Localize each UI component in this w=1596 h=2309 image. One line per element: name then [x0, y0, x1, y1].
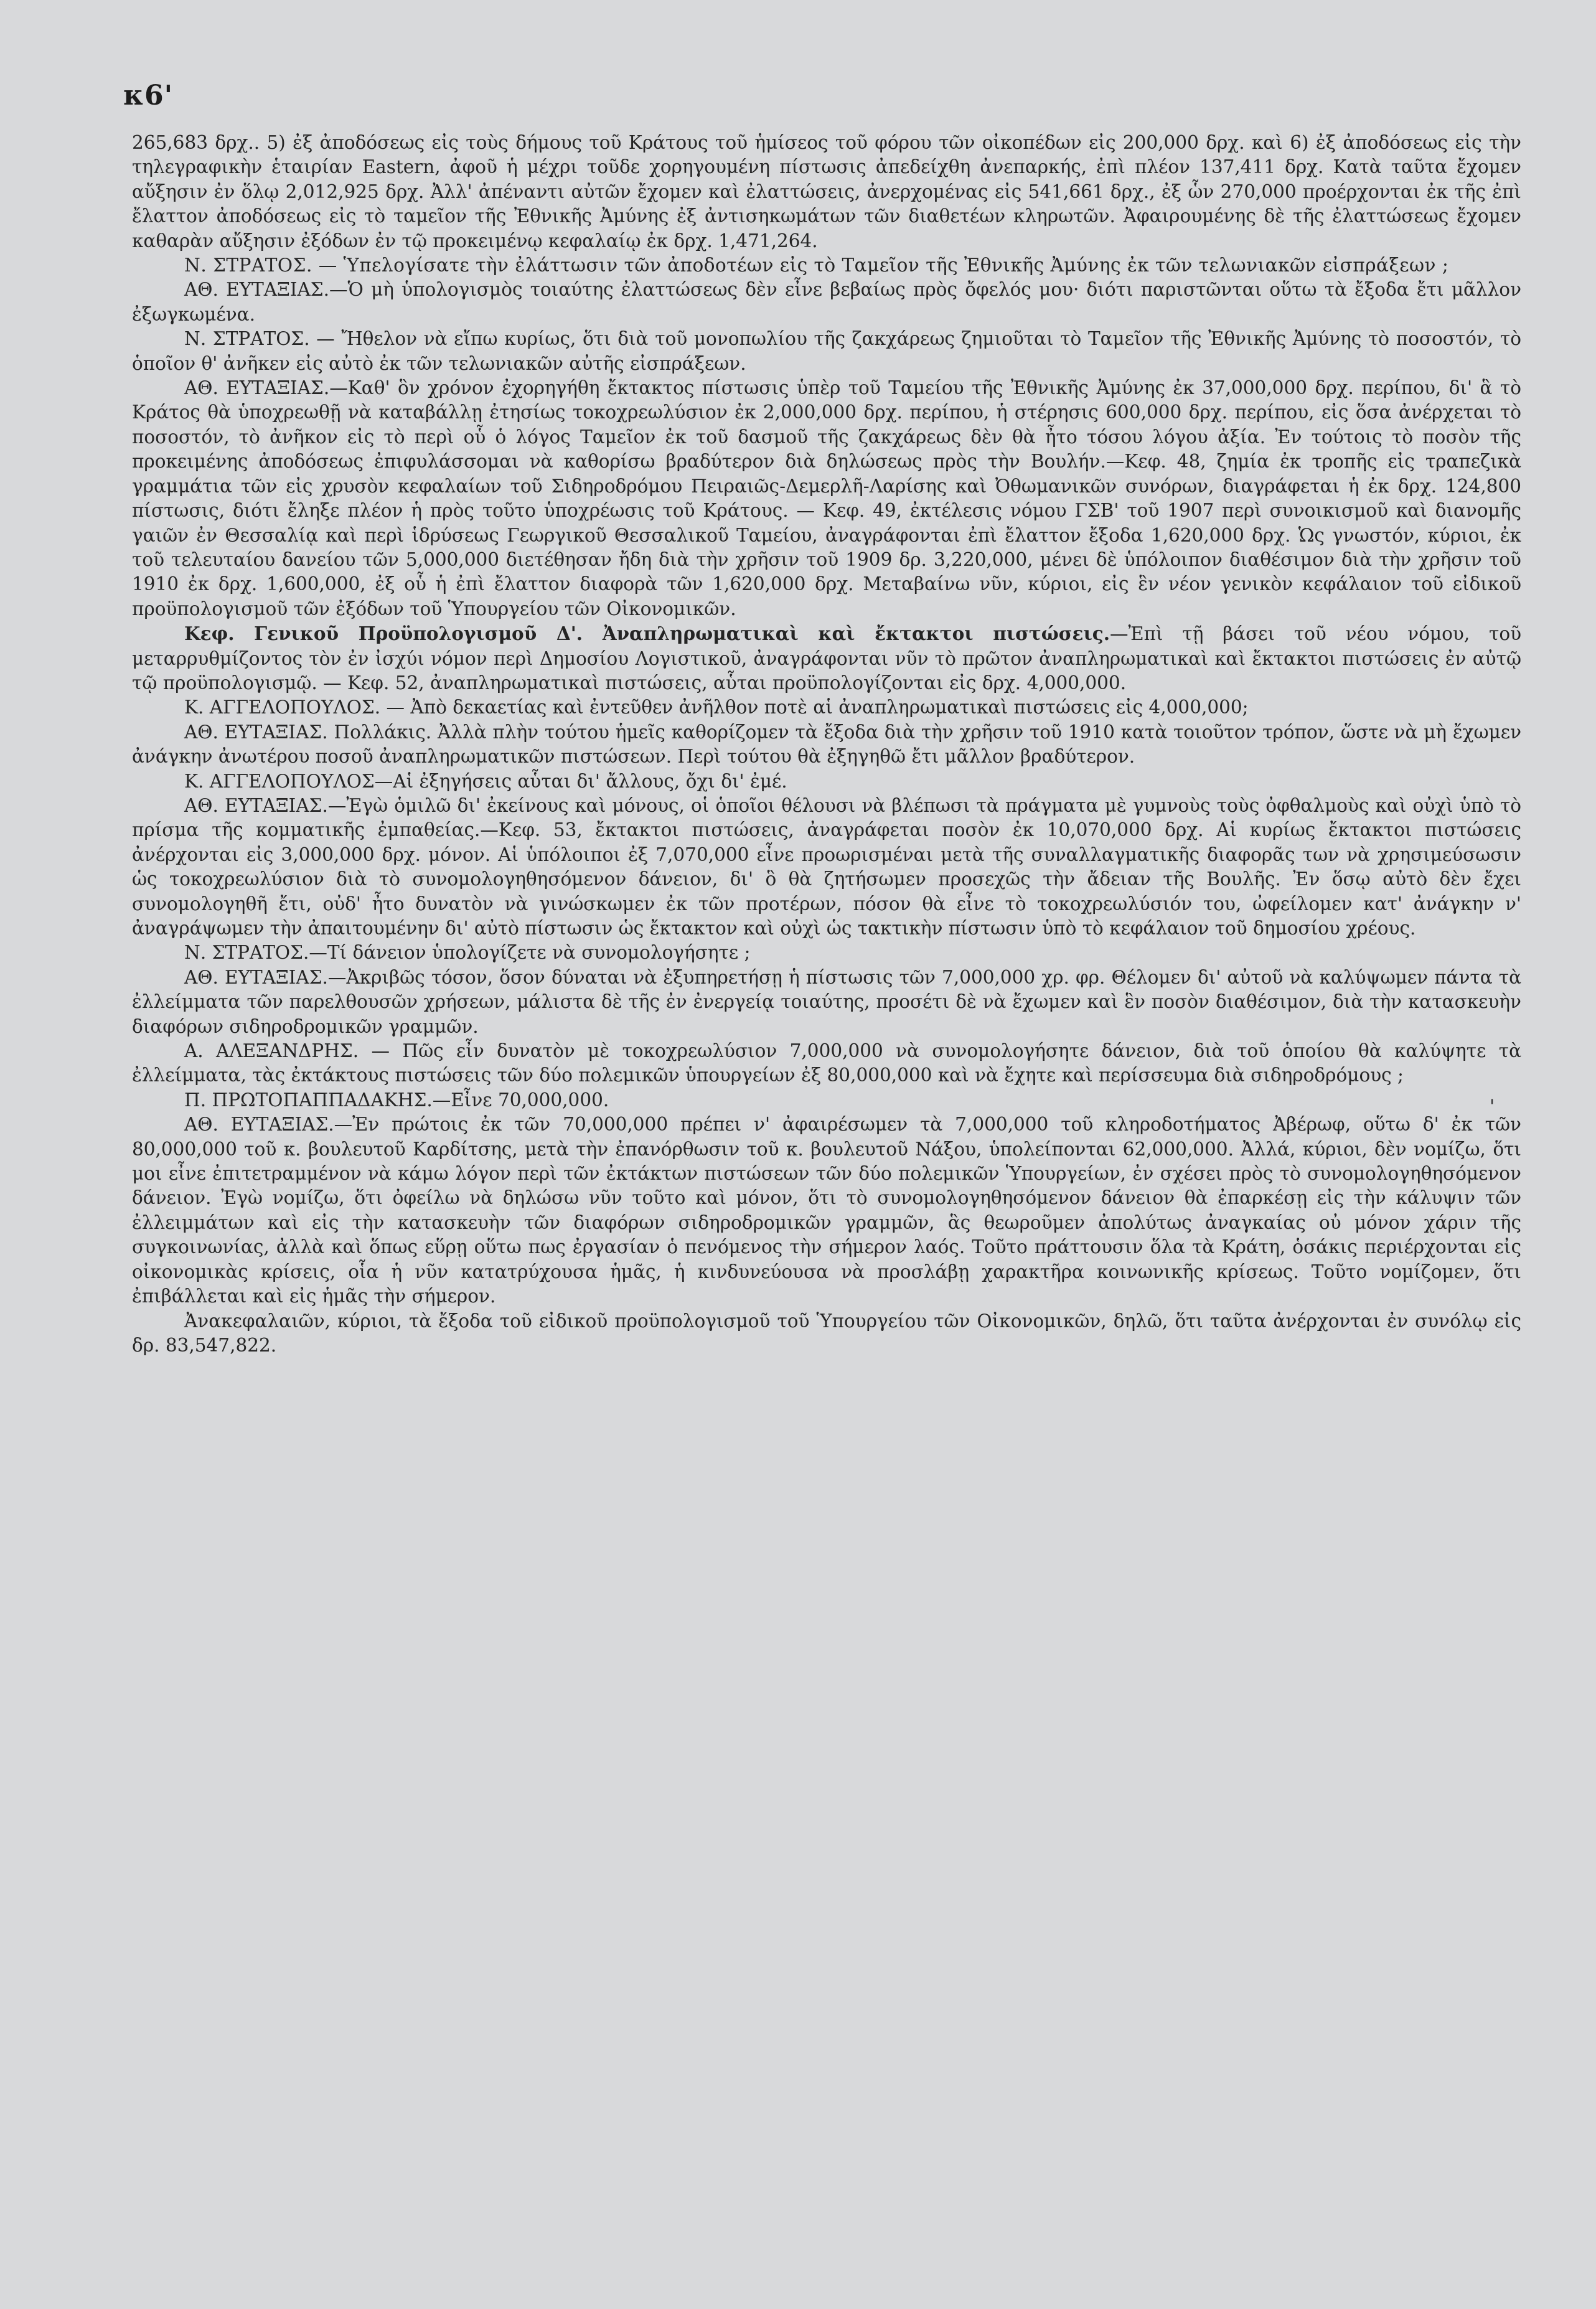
paragraph-eutaxias-1: ΑΘ. ΕΥΤΑΞΙΑΣ.—Ὁ μὴ ὑπολογισμὸς τοιαύτης ἐλαττώσεως δὲν εἶνε βεβαίως πρὸς ὄφελός μου· διότι παριστῶνται οὕτω τὰ ἔξοδα ἔτι μᾶλλον ἐξωγκωμένα.: [132, 279, 1521, 325]
paragraph-protopapadakis: Π. ΠΡΩΤΟΠΑΠΠΑΔΑΚΗΣ.—Εἶνε 70,000,000.: [184, 1089, 609, 1111]
paragraph-alexandris: Α. ΑΛΕΞΑΝΔΡΗΣ. — Πῶς εἶν δυνατὸν μὲ τοκοχρεωλύσιον 7,000,000 νὰ συνομολογήσητε δάνειον, διὰ τοῦ ὁποίου θὰ καλύψητε τὰ ἐλλείμματα, τὰς ἐκτάκτους πιστώσεις τῶν δύο πολεμικῶν ὑπουργείων ἐξ 80,000,000 καὶ νὰ ἔχητε καὶ περίσσευμα διὰ σιδηροδρόμους ;: [132, 1040, 1521, 1086]
paragraph-stratos-1: Ν. ΣΤΡΑΤΟΣ. — Ὑπελογίσατε τὴν ἐλάττωσιν τῶν ἀποδοτέων εἰς τὸ Ταμεῖον τῆς Ἐθνικῆς Ἀμύνης ἐκ τῶν τελωνιακῶν εἰσπράξεων ;: [184, 255, 1449, 276]
chapter-heading: Κεφ. Γενικοῦ Προϋπολογισμοῦ Δ'. Ἀναπληρωματικαὶ καὶ ἔκτακτοι πιστώσεις.: [184, 623, 1110, 645]
paragraph-aggelopoulos-1: Κ. ΑΓΓΕΛΟΠΟΥΛΟΣ. — Ἀπὸ δεκαετίας καὶ ἐντεῦθεν ἀνῆλθον ποτὲ αἱ ἀναπληρωματικαὶ πιστώσεις εἰς 4,000,000;: [184, 697, 1249, 718]
margin-mark: ': [1490, 1096, 1495, 1117]
paragraph-continuation: 265,683 δρχ.. 5) ἐξ ἀποδόσεως εἰς τοὺς δήμους τοῦ Κράτους τοῦ ἡμίσεος τοῦ φόρου τῶν οἰκοπέδων εἰς 200,000 δρχ. καὶ 6) ἐξ ἀποδόσεως εἰς τὴν τηλεγραφικὴν ἑταιρίαν Eastern, ἀφοῦ ἡ μέχρι τοῦδε χορηγουμένη πίστωσις ἀπεδείχθη ἀνεπαρκής, ἐπὶ πλέον 137,411 δρχ. Κατὰ ταῦτα ἔχομεν αὔξησιν ἐν ὅλῳ 2,012,925 δρχ. Ἀλλ' ἀπέναντι αὐτῶν ἔχομεν καὶ ἐλαττώσεις, ἀνερχομένας εἰς 541,661 δρχ., ἐξ ὧν 270,000 προέρχονται ἐκ τῆς ἐπὶ ἔλαττον ἀποδόσεως εἰς τὸ ταμεῖον τῆς Ἐθνικῆς Ἀμύνης ἐξ ἀντισηκωμάτων τῶν διαθετέων κληρωτῶν. Ἀφαιρουμένης δὲ τῆς ἐλαττώσεως ἔχομεν καθαρὰν αὔξησιν ἐξόδων ἐν τῷ προκειμένῳ κεφαλαίῳ ἐκ δρχ. 1,471,264.: [132, 132, 1521, 252]
paragraph-stratos-2: Ν. ΣΤΡΑΤΟΣ. — Ἤθελον νὰ εἴπω κυρίως, ὅτι διὰ τοῦ μονοπωλίου τῆς ζακχάρεως ζημιοῦται τὸ Ταμεῖον τῆς Ἐθνικῆς Ἀμύνης τὸ ποσοστόν, τὸ ὁποῖον θ' ἀνῆκεν εἰς αὐτὸ ἐκ τῶν τελωνιακῶν αὐτῆς εἰσπράξεων.: [132, 328, 1521, 374]
paragraph-chapter-d: Κεφ. Γενικοῦ Προϋπολογισμοῦ Δ'. Ἀναπληρωματικαὶ καὶ ἔκτακτοι πιστώσεις.—Ἐπὶ τῇ βάσει τοῦ νέου νόμου, τοῦ μεταρρυθμίζοντος τὸν ἐν ἰσχύι νόμον περὶ Δημοσίου Λογιστικοῦ, ἀναγράφονται νῦν τὸ πρῶτον ἀναπληρωματικαὶ καὶ ἔκτακτοι πιστώσεις ἐν αὐτῷ τῷ προϋπολογισμῷ. — Κεφ. 52, ἀναπληρωματικαὶ πιστώσεις, αὗται προϋπολογίζονται εἰς δρχ. 4,000,000.: [132, 623, 1522, 694]
paragraph-eutaxias-4: ΑΘ. ΕΥΤΑΞΙΑΣ.—Ἐγὼ ὁμιλῶ δι' ἐκείνους καὶ μόνους, οἱ ὁποῖοι θέλουσι νὰ βλέπωσι τὰ πράγματα μὲ γυμνοὺς τοὺς ὀφθαλμοὺς καὶ οὐχὶ ὑπὸ τὸ πρίσμα τῆς κομματικῆς ἐμπαθείας.—Κεφ. 53, ἔκτακτοι πιστώσεις, ἀναγράφεται ποσὸν ἐκ 10,070,000 δρχ. Αἱ κυρίως ἔκτακτοι πιστώσεις ἀνέρχονται εἰς 3,000,000 δρχ. μόνον. Αἱ ὑπόλοιποι ἐξ 7,070,000 εἶνε προωρισμέναι μετὰ τῆς συναλλαγματικῆς διαφορᾶς των νὰ χρησιμεύσωσιν ὡς τοκοχρεωλύσιον διὰ τὸ συνομολογηθησόμενον δάνειον, δι' ὃ θὰ ζητήσωμεν προσεχῶς τὴν ἄδειαν τῆς Βουλῆς. Ἐν ὅσῳ αὐτὸ δὲν ἔχει συνομολογηθῆ ἔτι, οὐδ' ἦτο δυνατὸν νὰ γινώσκωμεν ἐκ τῶν προτέρων, πόσον θὰ εἶνε τὸ τοκοχρεωλύσιόν του, ὠφείλομεν κατ' ἀνάγκην ν' ἀναγράψωμεν τὴν ἀπαιτουμένην δι' αὐτὸ πίστωσιν ὡς ἔκτακτον καὶ οὐχὶ ὡς τακτικὴν πίστωσιν ὑπὸ τὸ κεφάλαιον τοῦ δημοσίου χρέους.: [132, 794, 1521, 939]
paragraph-eutaxias-6: ΑΘ. ΕΥΤΑΞΙΑΣ.—Ἐν πρώτοις ἐκ τῶν 70,000,000 πρέπει ν' ἀφαιρέσωμεν τὰ 7,000,000 τοῦ κληροδοτήματος Ἀβέρωφ, οὕτω δ' ἐκ τῶν 80,000,000 τοῦ κ. βουλευτοῦ Καρδίτσης, μετὰ τὴν ἐπανόρθωσιν τοῦ κ. βουλευτοῦ Νάξου, ὑπολείπονται 62,000,000. Ἀλλά, κύριοι, δὲν νομίζω, ὅτι μοι εἶνε ἐπιτετραμμένον νὰ κάμω λόγον περὶ τῶν ἐκτάκτων πιστώσεων τῶν δύο πολεμικῶν Ὑπουργείων, ἐν σχέσει πρὸς τὸ συνομολογηθησόμενον δάνειον. Ἐγὼ νομίζω, ὅτι ὀφείλω νὰ δηλώσω νῦν τοῦτο καὶ μόνον, ὅτι τὸ συνομολογηθησόμενον δάνειον θὰ ἐπαρκέσῃ εἰς τὴν κάλυψιν τῶν ἐλλειμμάτων καὶ εἰς τὴν κατασκευὴν τῶν διαφόρων σιδηροδρομικῶν γραμμῶν, ἃς θεωροῦμεν ἀπολύτως ἀναγκαίας οὐ μόνον χάριν τῆς συγκοινωνίας, ἀλλὰ καὶ ὅπως εὕρῃ οὕτω πως ἐργασίαν ὁ πενόμενος τὴν σήμερον λαός. Τοῦτο πράττουσιν ὅλα τὰ Κράτη, ὁσάκις περιέρχονται εἰς οἰκονομικὰς κρίσεις, οἷα ἡ νῦν κατατρύχουσα ἡμᾶς, ἡ κινδυνεύουσα νὰ προσλάβῃ χαρακτῆρα κοινωνικῆς κρίσεως. Τοῦτο νομίζομεν, ὅτι ἐπιβάλλεται καὶ εἰς ἡμᾶς τὴν σήμερον.: [132, 1114, 1521, 1307]
paragraph-stratos-3: Ν. ΣΤΡΑΤΟΣ.—Τί δάνειον ὑπολογίζετε νὰ συνομολογήσητε ;: [184, 942, 751, 964]
body-text: [132, 131, 1521, 1358]
paragraph-summary: Ἀνακεφαλαιῶν, κύριοι, τὰ ἔξοδα τοῦ εἰδικοῦ προϋπολογισμοῦ τοῦ Ὑπουργείου τῶν Οἰκονομικῶν, δηλῶ, ὅτι ταῦτα ἀνέρχονται ἐν συνόλῳ εἰς δρ. 83,547,822.: [132, 1310, 1521, 1356]
page-number: κ6': [123, 80, 174, 111]
paragraph-eutaxias-3: ΑΘ. ΕΥΤΑΞΙΑΣ. Πολλάκις. Ἀλλὰ πλὴν τούτου ἡμεῖς καθορίζομεν τὰ ἔξοδα διὰ τὴν χρῆσιν τοῦ 1910 κατὰ τοιοῦτον τρόπον, ὥστε νὰ μὴ ἔχωμεν ἀνάγκην ἀνωτέρου ποσοῦ ἀναπληρωματικῶν πιστώσεων. Περὶ τούτου θὰ ἐξηγηθῶ ἔτι μᾶλλον βραδύτερον.: [132, 721, 1521, 768]
paragraph-eutaxias-2: ΑΘ. ΕΥΤΑΞΙΑΣ.—Καθ' ὃν χρόνον ἐχορηγήθη ἔκτακτος πίστωσις ὑπὲρ τοῦ Ταμείου τῆς Ἐθνικῆς Ἀμύνης ἐκ 37,000,000 δρχ. περίπου, δι' ἃ τὸ Κράτος θὰ ὑποχρεωθῇ νὰ καταβάλλῃ ἐτησίως τοκοχρεωλύσιον ἐκ 2,000,000 δρχ. περίπου, ἡ στέρησις 600,000 δρχ. περίπου, εἰς ὅσα ἀνέρχεται τὸ ποσοστόν, τὸ ἀνῆκον εἰς τὸ περὶ οὗ ὁ λόγος Ταμεῖον ἐκ τοῦ δασμοῦ τῆς ζακχάρεως δὲν θὰ ἦτο τόσου λόγου ἀξία. Ἐν τούτοις τὸ ποσὸν τῆς προκειμένης ἀποδόσεως ἐπιφυλάσσομαι νὰ καθορίσω βραδύτερον διὰ δηλώσεως πρὸς τὴν Βουλήν.—Κεφ. 48, ζημία ἐκ τροπῆς εἰς τραπεζικὰ γραμμάτια τῶν εἰς χρυσὸν κεφαλαίων τοῦ Σιδηροδρόμου Πειραιῶς-Δεμερλῆ-Λαρίσης καὶ Ὀθωμανικῶν συνόρων, διαγράφεται ἡ ἐκ δρχ. 124,800 πίστωσις, διότι ἔληξε πλέον ἡ πρὸς τοῦτο ὑποχρέωσις τοῦ Κράτους. — Κεφ. 49, ἐκτέλεσις νόμου ΓΣΒ' τοῦ 1907 περὶ συνοικισμοῦ καὶ διανομῆς γαιῶν ἐν Θεσσαλίᾳ καὶ περὶ ἱδρύσεως Γεωργικοῦ Θεσσαλικοῦ Ταμείου, ἀναγράφονται ἐπὶ ἔλαττον ἔξοδα 1,620,000 δρχ. Ὡς γνωστόν, κύριοι, ἐκ τοῦ τελευταίου δανείου τῶν 5,000,000 διετέθησαν ἤδη διὰ τὴν χρῆσιν τοῦ 1909 δρ. 3,220,000, μένει δὲ ὑπόλοιπον διαθέσιμον διὰ τὴν χρῆσιν τοῦ 1910 ἐκ δρχ. 1,600,000, ἐξ οὗ ἡ ἐπὶ ἔλαττον διαφορὰ τῶν 1,620,000 δρχ. Μεταβαίνω νῦν, κύριοι, εἰς ἓν νέον γενικὸν κεφάλαιον τοῦ εἰδικοῦ προϋπολογισμοῦ τῶν ἐξόδων τοῦ Ὑπουργείου τῶν Οἰκονομικῶν.: [132, 377, 1521, 619]
paragraph-aggelopoulos-2: Κ. ΑΓΓΕΛΟΠΟΥΛΟΣ—Αἱ ἐξηγήσεις αὗται δι' ἄλλους, ὄχι δι' ἐμέ.: [184, 770, 787, 792]
paragraph-eutaxias-5: ΑΘ. ΕΥΤΑΞΙΑΣ.—Ἀκριβῶς τόσον, ὅσον δύναται νὰ ἐξυπηρετήσῃ ἡ πίστωσις τῶν 7,000,000 χρ. φρ. Θέλομεν δι' αὐτοῦ νὰ καλύψωμεν πάντα τὰ ἐλλείμματα τῶν παρελθουσῶν χρήσεων, μάλιστα δὲ τῆς ἐν ἐνεργείᾳ τοιαύτης, προσέτι δὲ νὰ ἔχωμεν καὶ ἓν ποσὸν διαθέσιμον, διὰ τὴν κατασκευὴν διαφόρων σιδηροδρομικῶν γραμμῶν.: [132, 966, 1521, 1037]
